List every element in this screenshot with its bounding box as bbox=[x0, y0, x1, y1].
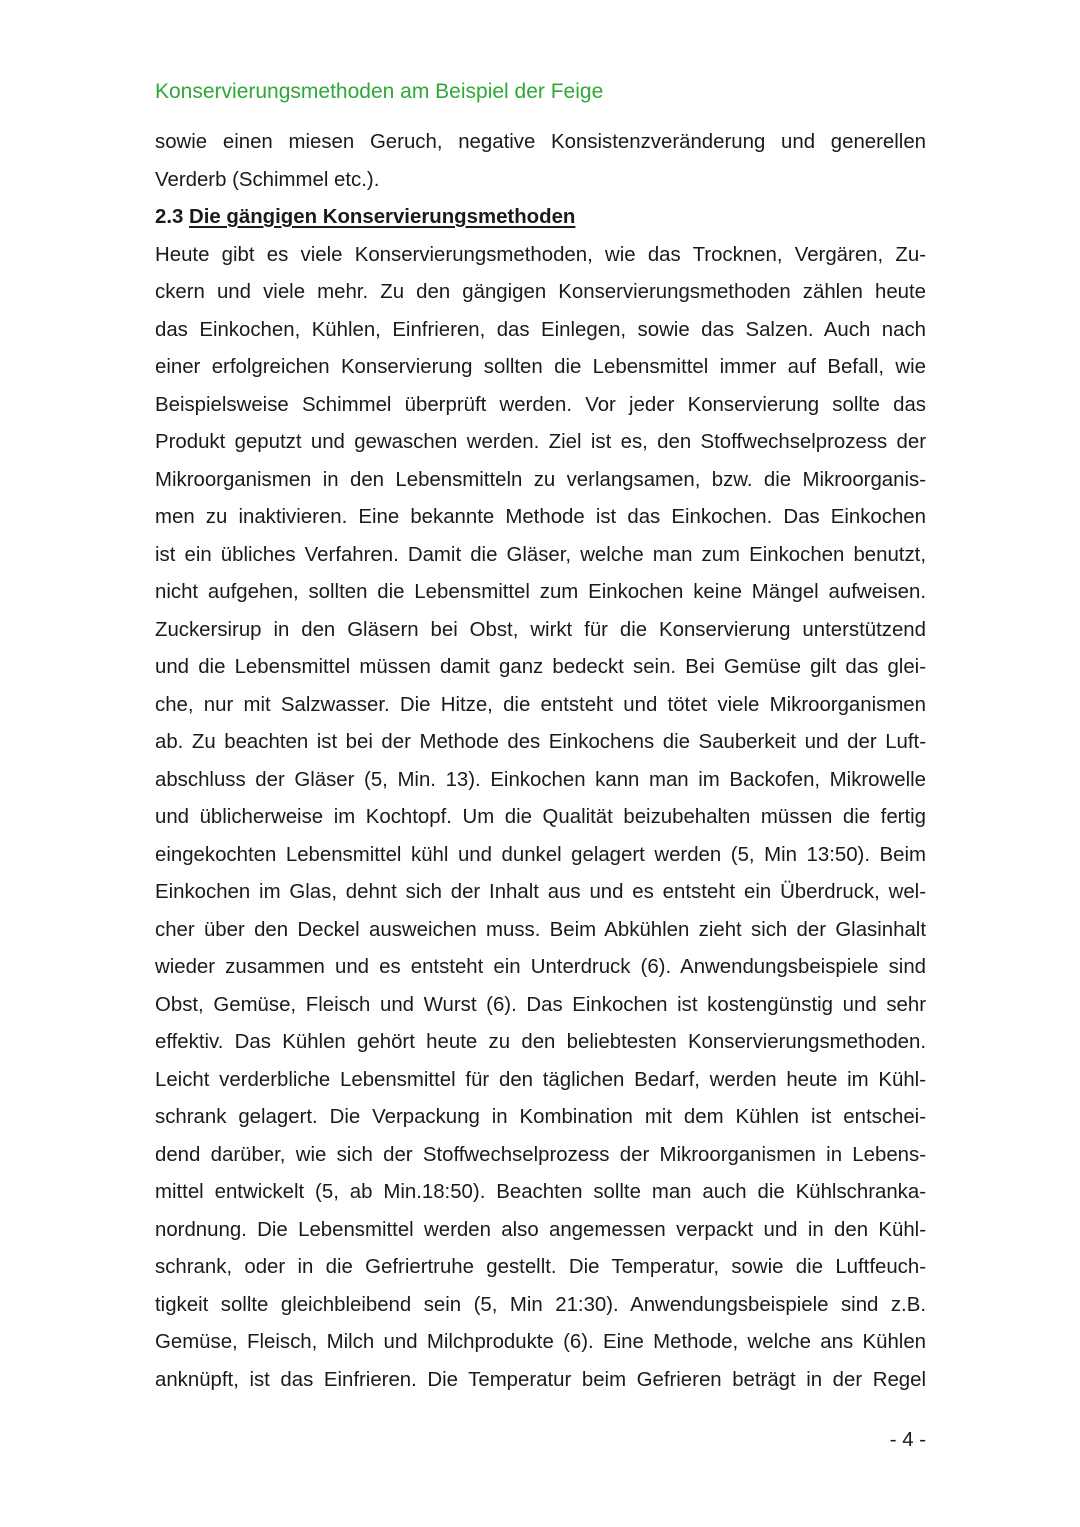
paragraph-line: schrank, oder in die Gefriertruhe gestellt. Die Temperatur, sowie die Luftfeuch- bbox=[155, 1256, 926, 1278]
page-content bbox=[155, 124, 926, 1399]
paragraph-line: nordnung. Die Lebensmittel werden also angemessen verpackt und in den Kühl- bbox=[155, 1218, 926, 1241]
paragraph-line: mittel entwickelt (5, ab Min.18:50). Beachten sollte man auch die Kühlschranka- bbox=[155, 1181, 926, 1203]
paragraph-line: Heute gibt es viele Konservierungsmethoden, wie das Trocknen, Vergären, Zu- bbox=[155, 243, 926, 266]
paragraph-line: und die Lebensmittel müssen damit ganz bedeckt sein. Bei Gemüse gilt das glei- bbox=[155, 656, 926, 678]
section-body bbox=[155, 237, 926, 1400]
paragraph-line: Gemüse, Fleisch, Milch und Milchprodukte (6). Eine Methode, welche ans Kühlen bbox=[155, 1331, 926, 1353]
paragraph-line: cher über den Deckel ausweichen muss. Beim Abkühlen zieht sich der Glasinhalt bbox=[155, 918, 926, 941]
paragraph-line: sowie einen miesen Geruch, negative Konsistenzveränderung und generellen bbox=[155, 131, 926, 153]
paragraph-line: men zu inaktivieren. Eine bekannte Methode ist das Einkochen. Das Einkochen bbox=[155, 506, 926, 528]
paragraph-line: anknüpft, ist das Einfrieren. Die Temperatur beim Gefrieren beträgt in der Regel bbox=[155, 1368, 926, 1391]
paragraph-line: nicht aufgehen, sollten die Lebensmittel zum Einkochen keine Mängel aufweisen. bbox=[155, 581, 926, 603]
paragraph-line: effektiv. Das Kühlen gehört heute zu den beliebtesten Konservierungsmethoden. bbox=[155, 1031, 926, 1053]
paragraph-line: Mikroorganismen in den Lebensmitteln zu verlangsamen, bzw. die Mikroorganis- bbox=[155, 468, 926, 491]
paragraph-line: abschluss der Gläser (5, Min. 13). Einkochen kann man im Backofen, Mikrowelle bbox=[155, 768, 926, 791]
paragraph-line: Obst, Gemüse, Fleisch und Wurst (6). Das Einkochen ist kostengünstig und sehr bbox=[155, 993, 926, 1016]
paragraph-line: ckern und viele mehr. Zu den gängigen Konservierungsmethoden zählen heute bbox=[155, 281, 926, 303]
paragraph-line: Verderb (Schimmel etc.). bbox=[155, 168, 380, 191]
paragraph-line: Einkochen im Glas, dehnt sich der Inhalt aus und es entsteht ein Überdruck, wel- bbox=[155, 881, 926, 903]
paragraph-line: eingekochten Lebensmittel kühl und dunkel gelagert werden (5, Min 13:50). Beim bbox=[155, 843, 926, 866]
running-header: Konservierungsmethoden am Beispiel der Feige bbox=[155, 80, 604, 103]
paragraph-line: schrank gelagert. Die Verpackung in Kombination mit dem Kühlen ist entschei- bbox=[155, 1106, 926, 1128]
paragraph-line: ab. Zu beachten ist bei der Methode des Einkochens die Sauberkeit und der Luft- bbox=[155, 731, 926, 753]
paragraph-line: einer erfolgreichen Konservierung sollten die Lebensmittel immer auf Befall, wie bbox=[155, 356, 926, 378]
paragraph-line: dend darüber, wie sich der Stoffwechselprozess der Mikroorganismen in Lebens- bbox=[155, 1143, 926, 1166]
paragraph-line: und üblicherweise im Kochtopf. Um die Qualität beizubehalten müssen die fertig bbox=[155, 806, 926, 828]
page-number: - 4 - bbox=[889, 1429, 926, 1451]
paragraph-line: ist ein übliches Verfahren. Damit die Gläser, welche man zum Einkochen benutzt, bbox=[155, 543, 926, 566]
paragraph-line: che, nur mit Salzwasser. Die Hitze, die entsteht und tötet viele Mikroorganismen bbox=[155, 693, 926, 716]
paragraph-line: das Einkochen, Kühlen, Einfrieren, das Einlegen, sowie das Salzen. Auch nach bbox=[155, 318, 926, 341]
paragraph-line: Leicht verderbliche Lebensmittel für den täglichen Bedarf, werden heute im Kühl- bbox=[155, 1068, 926, 1091]
section-title: Die gängigen Konservierungsmethoden bbox=[189, 206, 576, 228]
section-heading bbox=[155, 199, 926, 237]
paragraph-line: Zuckersirup in den Gläsern bei Obst, wirkt für die Konservierung unterstützend bbox=[155, 618, 926, 641]
section-number: 2.3 bbox=[155, 206, 184, 228]
paragraph-line: wieder zusammen und es entsteht ein Unterdruck (6). Anwendungsbeispiele sind bbox=[155, 956, 926, 978]
paragraph-line: Produkt geputzt und gewaschen werden. Ziel ist es, den Stoffwechselprozess der bbox=[155, 431, 926, 453]
paragraph-line: Beispielsweise Schimmel überprüft werden. Vor jeder Konservierung sollte das bbox=[155, 393, 926, 416]
paragraph-line: tigkeit sollte gleichbleibend sein (5, Min 21:30). Anwendungsbeispiele sind z.B. bbox=[155, 1293, 926, 1316]
